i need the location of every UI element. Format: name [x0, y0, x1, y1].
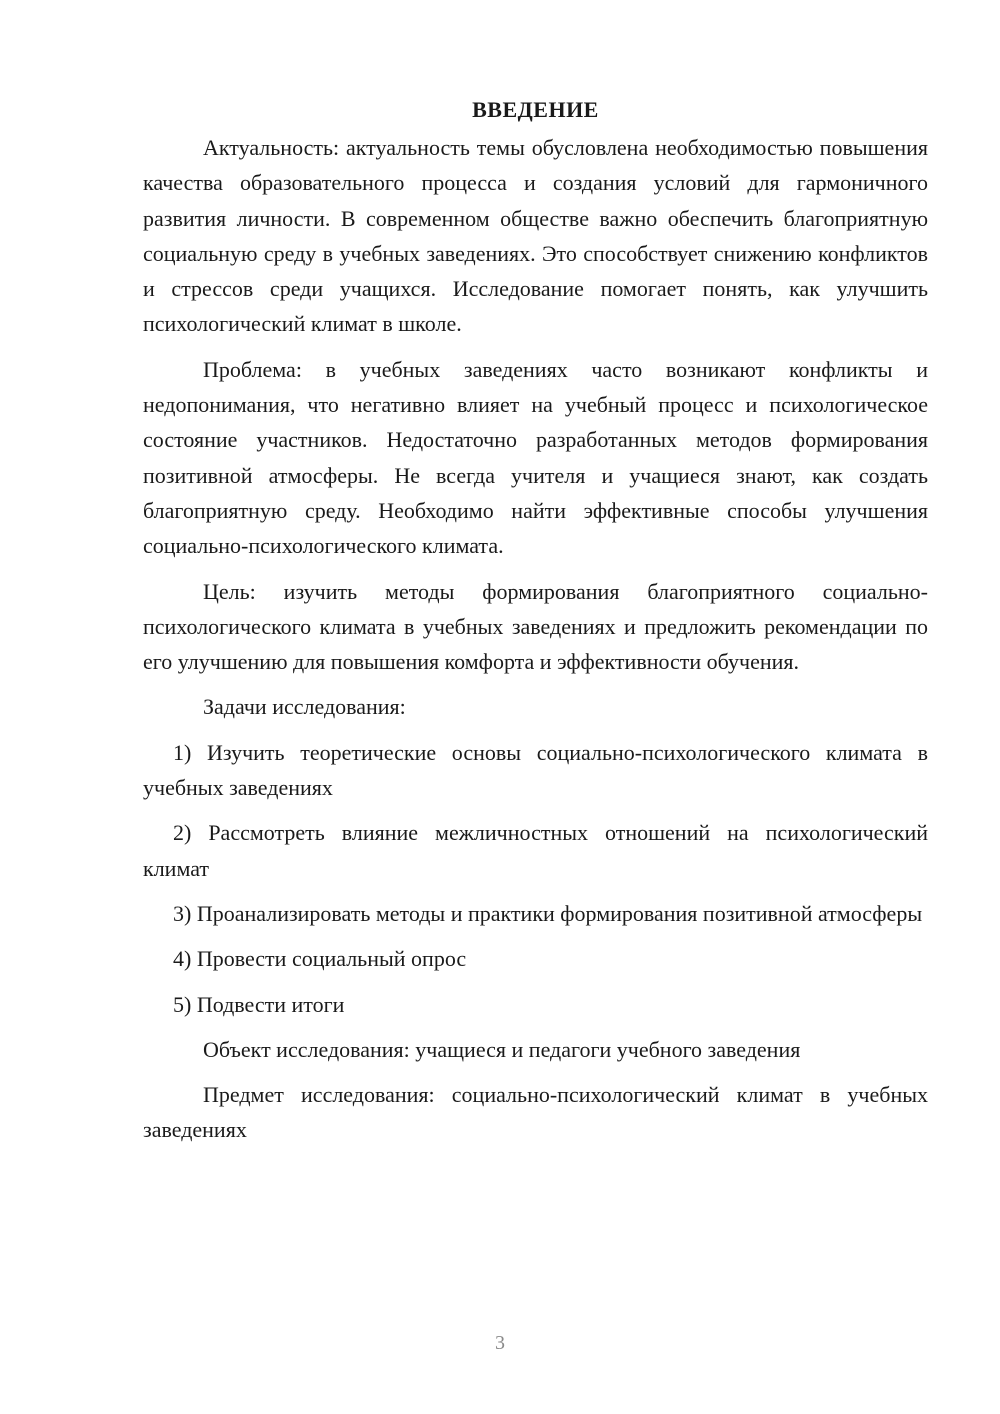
- goal-paragraph: Цель: изучить методы формирования благоприятного социально-психологического климата в учебных заведениях и предложить рекомендации по его улучшению для повышения комфорта и эффективности обучения.: [143, 578, 928, 675]
- list-item: 5) Подвести итоги: [173, 991, 345, 1017]
- page-content: [143, 92, 928, 1158]
- relevance-paragraph: Актуальность: актуальность темы обусловлена необходимостью повышения качества образовательного процесса и создания условий для гармоничного развития личности. В современном обществе важно обеспечить благоприятную социальную среду в учебных заведениях. Это способствует снижению конфликтов и стрессов среди учащихся. Исследование помогает понять, как улучшить психологический климат в школе.: [143, 135, 928, 337]
- page-title: ВВЕДЕНИЕ: [472, 97, 599, 122]
- problem-paragraph: Проблема: в учебных заведениях часто возникают конфликты и недопонимания, что негативно влияет на учебный процесс и психологическое состояние участников. Недостаточно разработанных методов формирования позитивной атмосферы. Не всегда учителя и учащиеся знают, как создать благоприятную среду. Необходимо найти эффективные способы улучшения социально-психологического климата.: [143, 356, 928, 559]
- list-item: 4) Провести социальный опрос: [173, 946, 467, 972]
- list-item: 1) Изучить теоретические основы социально-психологического климата в учебных заведениях: [143, 739, 928, 801]
- list-item: 2) Рассмотреть влияние межличностных отношений на психологический климат: [143, 820, 928, 881]
- object-paragraph: Объект исследования: учащиеся и педагоги учебного заведения: [203, 1036, 801, 1062]
- list-item: 3) Проанализировать методы и практики формирования позитивной атмосферы: [173, 900, 923, 926]
- page-number: 3: [495, 1332, 505, 1354]
- tasks-list: [143, 735, 928, 1022]
- subject-paragraph: Предмет исследования: социально-психологический климат в учебных заведениях: [143, 1082, 928, 1143]
- tasks-heading: Задачи исследования:: [203, 694, 406, 720]
